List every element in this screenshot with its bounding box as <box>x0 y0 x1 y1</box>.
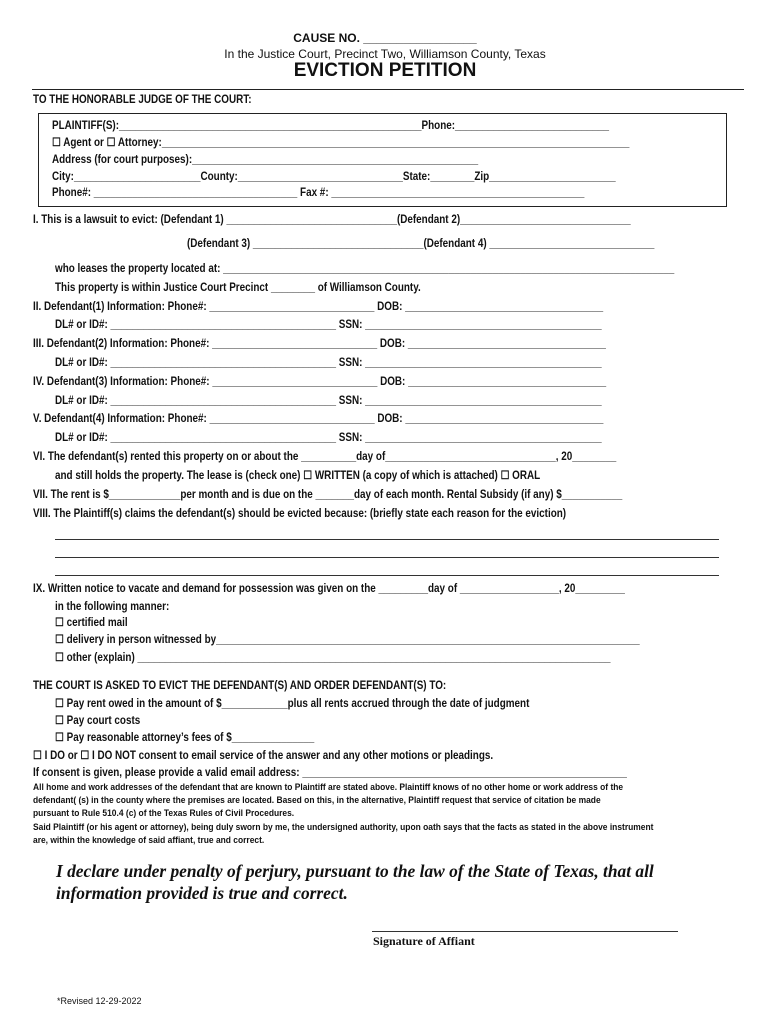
fine-print-line: defendant( (s) in the county where the premises are located. Based on this, in the alternative, Plaintiff request that service of citation be made <box>33 795 601 806</box>
precinct-field[interactable]: This property is within Justice Court Precinct ________ of Williamson County. <box>55 282 421 294</box>
revision-date: *Revised 12-29-2022 <box>57 996 142 1006</box>
defendant4-id[interactable]: DL# or ID#: _________________________________________ SSN: ___________________________________________ <box>55 432 602 444</box>
defendant2-id[interactable]: DL# or ID#: _________________________________________ SSN: ___________________________________________ <box>55 357 602 369</box>
court-name: In the Justice Court, Precinct Two, Williamson County, Texas <box>224 47 546 61</box>
reason-line[interactable] <box>55 557 719 558</box>
defendant1-id[interactable]: DL# or ID#: _________________________________________ SSN: ___________________________________________ <box>55 319 602 331</box>
defendants-row-1[interactable]: I. This is a lawsuit to evict: (Defendant 1) _______________________________(Defendant 2)_______________________________ <box>33 214 631 226</box>
pay-rent-checkbox[interactable]: ☐ Pay rent owed in the amount of $____________plus all rents accrued through the date of judgment <box>55 698 530 710</box>
plaintiff-name-field[interactable]: PLAINTIFF(S):_______________________________________________________Phone:____________________________ <box>52 120 610 132</box>
defendants-row-2[interactable]: (Defendant 3) _______________________________(Defendant 4) ______________________________ <box>187 238 655 250</box>
defendant3-info[interactable]: IV. Defendant(3) Information: Phone#: ______________________________ DOB: ____________________________________ <box>33 376 607 388</box>
city-county-state-zip-field[interactable]: City:_______________________County:______________________________State:________Zip_______________________ <box>52 171 616 183</box>
other-explain-checkbox[interactable]: ☐ other (explain) ______________________________________________________________________________________ <box>55 652 611 664</box>
agent-attorney-field[interactable]: ☐ Agent or ☐ Attorney:_____________________________________________________________________________________ <box>52 137 630 149</box>
eviction-reason-heading: VIII. The Plaintiff(s) claims the defendant(s) should be evicted because: (briefly state each reason for the eviction) <box>33 508 567 520</box>
signature-line[interactable] <box>372 931 678 932</box>
defendant1-info[interactable]: II. Defendant(1) Information: Phone#: ______________________________ DOB: ____________________________________ <box>33 301 604 313</box>
defendant4-info[interactable]: V. Defendant(4) Information: Phone#: ______________________________ DOB: ____________________________________ <box>33 413 604 425</box>
perjury-declaration: I declare under penalty of perjury, pursuant to the law of the State of Texas, that all information provided is true and correct. <box>56 861 654 903</box>
page-title: EVICTION PETITION <box>293 60 477 81</box>
email-consent-checkbox[interactable]: ☐ I DO or ☐ I DO NOT consent to email service of the answer and any other motions or pleadings. <box>33 750 494 762</box>
fine-print-line: pursuant to Rule 510.4 (c) of the Texas Rules of Civil Procedures. <box>33 808 295 819</box>
attorney-fees-checkbox[interactable]: ☐ Pay reasonable attorney’s fees of $_______________ <box>55 732 315 744</box>
reason-line[interactable] <box>55 575 719 576</box>
defendant3-id[interactable]: DL# or ID#: _________________________________________ SSN: ___________________________________________ <box>55 395 602 407</box>
rent-amount-field[interactable]: VII. The rent is $_____________per month and is due on the _______day of each month. Rental Subsidy (if any) $___________ <box>33 489 623 501</box>
fine-print-line: Said Plaintiff (or his agent or attorney), being duly sworn by me, the undersigned authority, upon oath says that the facts as stated in the above instrument <box>33 822 654 833</box>
notice-date-field[interactable]: IX. Written notice to vacate and demand for possession was given on the _________day of __________________, 20_________ <box>33 583 625 595</box>
rental-date-field[interactable]: VI. The defendant(s) rented this property on or about the __________day of_______________________________, 20________ <box>33 451 617 463</box>
notice-manner-label: in the following manner: <box>55 601 170 613</box>
court-costs-checkbox[interactable]: ☐ Pay court costs <box>55 715 141 727</box>
fine-print-line: All home and work addresses of the defendant that are known to Plaintiff are stated above. Plaintiff knows of no other home or work address of the <box>33 782 624 793</box>
signature-label: Signature of Affiant <box>373 934 475 948</box>
phone-fax-field[interactable]: Phone#: _____________________________________ Fax #: ______________________________________________ <box>52 187 585 199</box>
address-field[interactable]: Address (for court purposes):____________________________________________________ <box>52 154 479 166</box>
delivery-in-person-checkbox[interactable]: ☐ delivery in person witnessed by_____________________________________________________________________________ <box>55 634 640 646</box>
cause-number: CAUSE NO. _________________ <box>293 31 477 45</box>
title-divider <box>32 89 744 90</box>
lease-type-checkboxes[interactable]: and still holds the property. The lease is (check one) ☐ WRITTEN (a copy of which is attached) ☐ ORAL <box>55 470 541 482</box>
relief-heading: THE COURT IS ASKED TO EVICT THE DEFENDANT(S) AND ORDER DEFENDANT(S) TO: <box>33 680 447 692</box>
email-address-field[interactable]: If consent is given, please provide a valid email address: ___________________________________________________________ <box>33 767 627 779</box>
reason-line[interactable] <box>55 539 719 540</box>
defendant2-info[interactable]: III. Defendant(2) Information: Phone#: ______________________________ DOB: ____________________________________ <box>33 338 606 350</box>
to-judge-heading: TO THE HONORABLE JUDGE OF THE COURT: <box>33 94 252 106</box>
fine-print-line: are, within the knowledge of said affiant, true and correct. <box>33 835 265 846</box>
property-address-field[interactable]: who leases the property located at: __________________________________________________________________________________ <box>55 263 675 275</box>
certified-mail-checkbox[interactable]: ☐ certified mail <box>55 617 128 629</box>
